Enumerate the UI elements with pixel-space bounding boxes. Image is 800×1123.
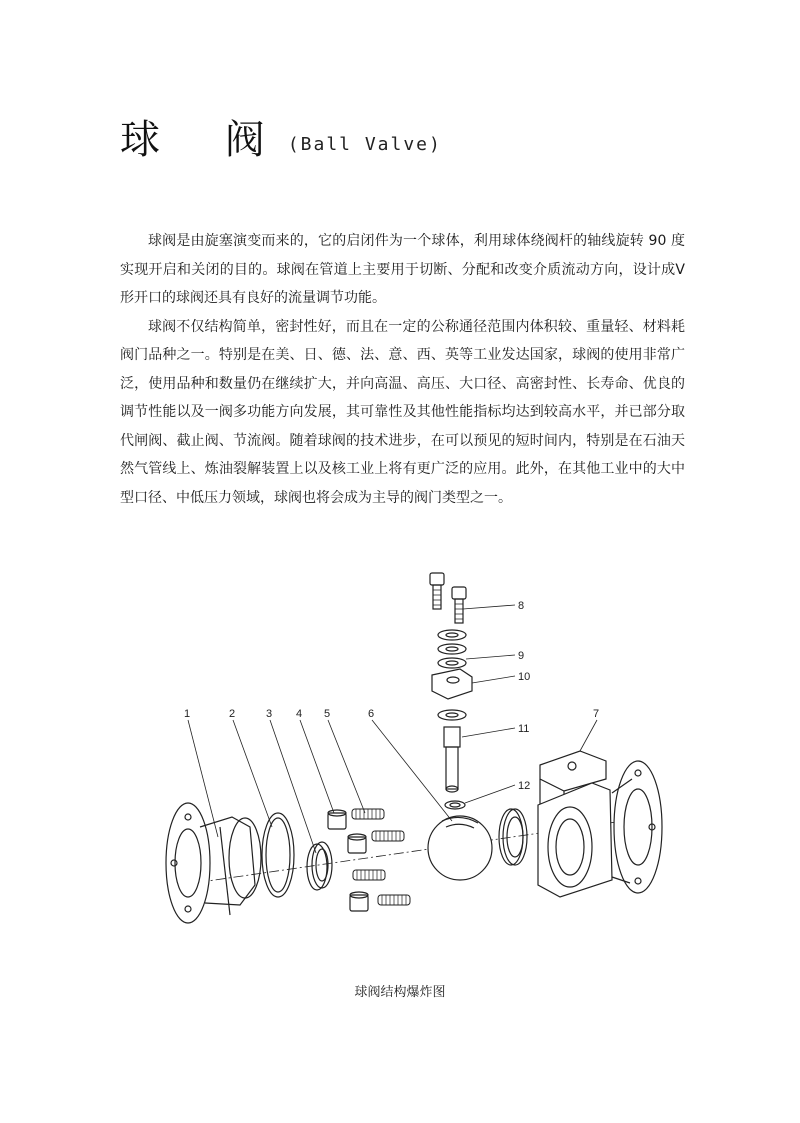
valve-stem xyxy=(444,727,460,792)
threaded-studs xyxy=(352,809,410,905)
part-label-8: 8 xyxy=(518,600,525,612)
exploded-view-figure xyxy=(160,565,680,925)
gland-flange xyxy=(432,669,472,699)
title-chinese: 球 阀 xyxy=(120,117,291,163)
valve-body xyxy=(538,751,662,897)
title-english: (Ball Valve) xyxy=(287,134,442,155)
part-label-1: 1 xyxy=(184,708,191,720)
part-label-4: 4 xyxy=(296,708,303,720)
part-label-5: 5 xyxy=(324,708,331,720)
part-label-11: 11 xyxy=(518,723,530,735)
figure-caption: 球阀结构爆炸图 xyxy=(354,985,446,1000)
part-label-10: 10 xyxy=(518,671,531,683)
right-seat-ring xyxy=(499,809,527,865)
paragraph-intro: 球阀是由旋塞演变而来的，它的启闭件为一个球体，利用球体绕阀杆的轴线旋转 90 度实现开启和关闭的目的。球阀在管道上主要用于切断、分配和改变介质流动方向，设计成V形开口的球阀还具有良好的流量调节功能。 xyxy=(120,233,685,306)
page-title xyxy=(120,108,442,165)
leader-lines xyxy=(188,605,600,853)
article-body xyxy=(120,227,685,512)
paragraph-advantages: 球阀不仅结构简单，密封性好，而且在一定的公称通径范围内体积较、重量轻、材料耗阀门品种之一。特别是在美、日、德、法、意、西、英等工业发达国家，球阀的使用非常广泛，使用品种和数量仍在继续扩大，并向高温、高压、大口径、高密封性、长寿命、优良的调节性能以及一阀多功能方向发展，其可靠性及其他性能指标均达到较高水平，并已部分取代闸阀、截止阀、节流阀。随着球阀的技术进步，在可以预见的短时间内，特别是在石油天然气管线上、炼油裂解装置上以及核工业上将有更广泛的应用。此外，在其他工业中的大中型口径、中低压力领域，球阀也将会成为主导的阀门类型之一。 xyxy=(120,318,685,506)
part-label-9: 9 xyxy=(518,650,525,662)
exploded-view-drawing xyxy=(160,565,680,925)
cap-screws xyxy=(430,573,466,623)
valve-ball xyxy=(428,816,492,880)
part-label-6: 6 xyxy=(368,708,375,720)
part-label-2: 2 xyxy=(229,708,236,720)
body-gasket xyxy=(262,813,294,897)
part-label-7: 7 xyxy=(593,708,600,720)
part-label-3: 3 xyxy=(266,708,273,720)
stem-seal xyxy=(445,801,465,809)
part-label-12: 12 xyxy=(518,780,531,792)
